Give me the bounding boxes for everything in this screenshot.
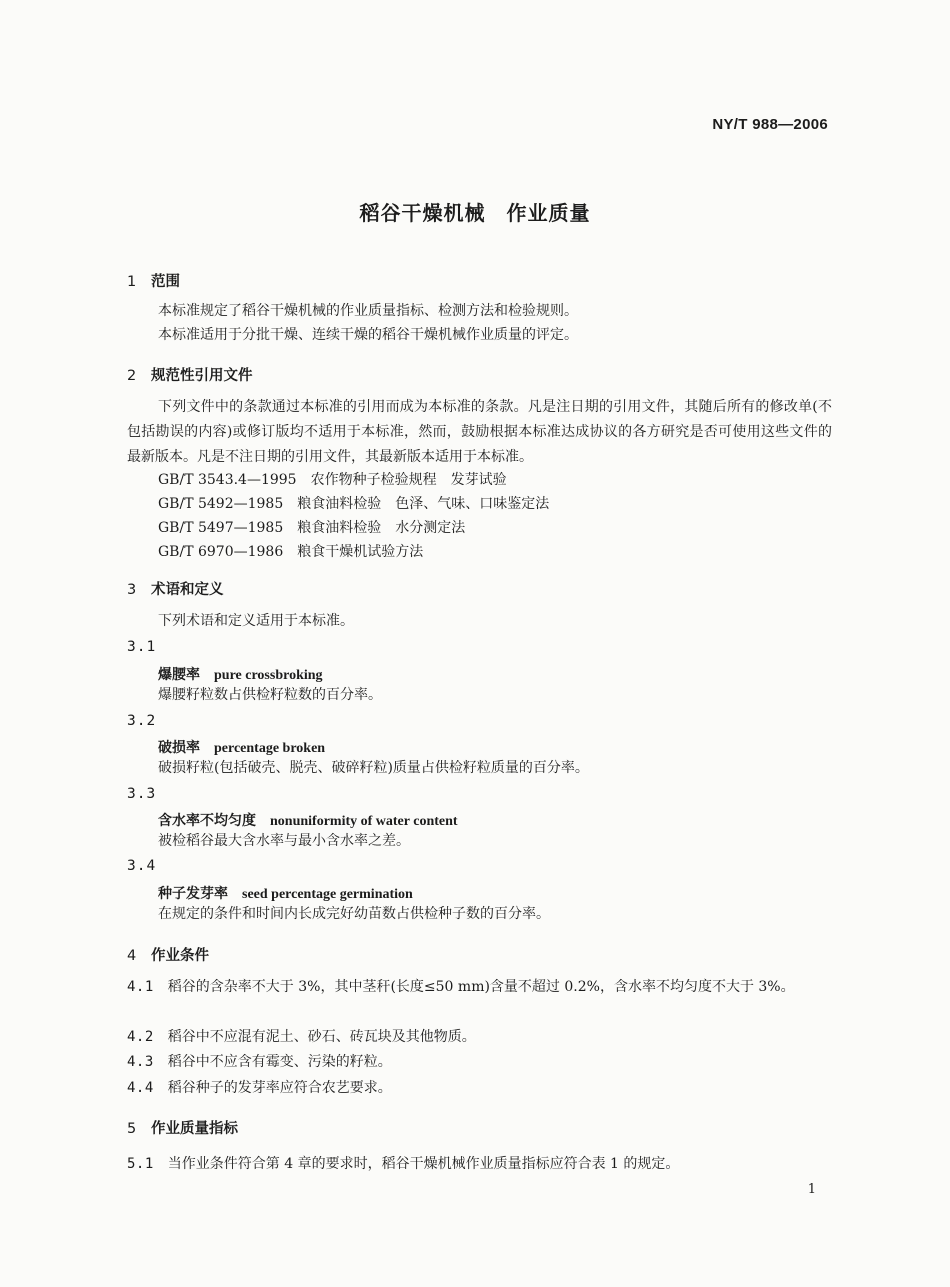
term-zh: 含水率不均匀度	[158, 813, 256, 829]
term-number: 3.3	[127, 786, 157, 802]
section-heading-4	[127, 944, 209, 965]
section-number: 1	[127, 274, 137, 290]
standard-code: NY/T 988—2006	[712, 116, 828, 133]
paragraph: 下列术语和定义适用于本标准。	[158, 613, 354, 629]
paragraph: 下列文件中的条款通过本标准的引用而成为本标准的条款。凡是注日期的引用文件，其随后所有的修改单(不包括勘误的内容)或修订版均不适用于本标准，然而，鼓励根据本标准达成协议的各方研究是否可使用这些文件的最新版本。凡是不注日期的引用文件，其最新版本适用于本标准。	[127, 399, 832, 465]
section-title: 作业质量指标	[151, 1121, 238, 1137]
clause-number: 4.1	[127, 979, 154, 995]
clause	[127, 1152, 832, 1177]
term-number: 3.2	[127, 713, 157, 729]
term-definition: 爆腰籽粒数占供检籽粒数的百分率。	[158, 687, 382, 703]
term-zh: 爆腰率	[158, 667, 200, 683]
term-zh: 破损率	[158, 740, 200, 756]
section-heading-2	[127, 364, 253, 385]
section-title: 术语和定义	[151, 582, 224, 598]
clause-text: 稻谷中不应含有霉变、污染的籽粒。	[167, 1054, 392, 1070]
section-title: 范围	[151, 274, 180, 290]
term-entry	[158, 810, 458, 830]
section-title: 作业条件	[151, 948, 209, 964]
section-number: 5	[127, 1121, 137, 1137]
clause	[127, 1025, 832, 1050]
term-entry	[158, 737, 325, 757]
term-definition: 在规定的条件和时间内长成完好幼苗数占供检种子数的百分率。	[158, 906, 550, 922]
section-number: 2	[127, 368, 137, 384]
reference-item: GB/T 6970—1986 粮食干燥机试验方法	[158, 544, 424, 560]
reference-item: GB/T 5497—1985 粮食油料检验 水分测定法	[158, 520, 466, 536]
page-number: 1	[807, 1182, 816, 1197]
term-definition: 破损籽粒(包括破壳、脱壳、破碎籽粒)质量占供检籽粒质量的百分率。	[158, 760, 589, 776]
clause-text: 稻谷种子的发芽率应符合农艺要求。	[167, 1080, 392, 1096]
document-title: 稻谷干燥机械 作业质量	[359, 201, 591, 225]
clause-text: 当作业条件符合第 4 章的要求时，稻谷干燥机械作业质量指标应符合表 1 的规定。	[167, 1156, 680, 1172]
term-number: 3.1	[127, 639, 157, 655]
clause-number: 4.2	[127, 1029, 154, 1045]
clause	[127, 1050, 832, 1075]
clause-number: 4.3	[127, 1054, 154, 1070]
section-number: 4	[127, 948, 137, 964]
section-heading-1	[127, 270, 180, 291]
clause-text: 稻谷中不应混有泥土、砂石、砖瓦块及其他物质。	[167, 1029, 476, 1045]
term-zh: 种子发芽率	[158, 886, 228, 902]
term-number: 3.4	[127, 858, 157, 874]
clause-text: 稻谷的含杂率不大于 3%，其中茎秆(长度≤50 mm)含量不超过 0.2%，含水率不均匀度不大于 3%。	[167, 979, 795, 995]
term-en: seed percentage germination	[242, 887, 413, 902]
reference-item: GB/T 3543.4—1995 农作物种子检验规程 发芽试验	[158, 472, 507, 488]
paragraph: 本标准适用于分批干燥、连续干燥的稻谷干燥机械作业质量的评定。	[158, 327, 578, 343]
section-heading-5	[127, 1117, 238, 1138]
section-title: 规范性引用文件	[151, 368, 253, 384]
clause-number: 5.1	[127, 1156, 154, 1172]
section-heading-3	[127, 578, 224, 599]
term-entry	[158, 883, 413, 903]
reference-item: GB/T 5492—1985 粮食油料检验 色泽、气味、口味鉴定法	[158, 496, 550, 512]
term-entry	[158, 664, 323, 684]
clause-number: 4.4	[127, 1080, 154, 1096]
term-en: percentage broken	[214, 741, 326, 756]
clause	[127, 1076, 832, 1101]
term-en: nonuniformity of water content	[270, 814, 458, 829]
term-en: pure crossbroking	[214, 668, 323, 683]
section-number: 3	[127, 582, 137, 598]
clause	[127, 975, 832, 1000]
term-definition: 被检稻谷最大含水率与最小含水率之差。	[158, 833, 410, 849]
paragraph: 本标准规定了稻谷干燥机械的作业质量指标、检测方法和检验规则。	[158, 303, 578, 319]
